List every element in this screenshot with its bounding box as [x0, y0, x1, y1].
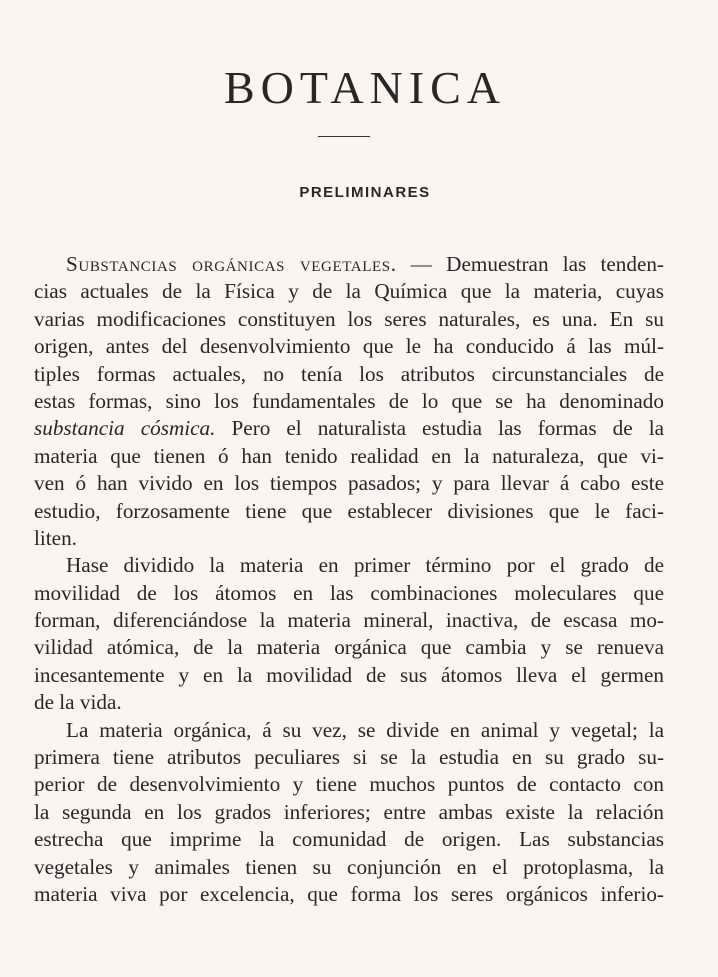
text-line [34, 251, 664, 278]
text-line: perior de desenvolvimiento y tiene muchos puntos de contacto con [34, 772, 664, 797]
text-line: incesantemente y en la movilidad de sus átomos lleva el germen [34, 662, 664, 687]
text-line: origen, antes del desenvolvimiento que le ha conducido á las múl- [34, 334, 664, 359]
text-line: liten. [34, 525, 77, 550]
text-line: movilidad de los átomos en las combinaciones moleculares que [34, 580, 664, 605]
text-run: — Demuestran las tenden- [396, 252, 664, 276]
text-line: la segunda en los grados inferiores; entre ambas existe la relación [34, 799, 664, 824]
run-in-heading: Substancias orgánicas vegetales. [66, 252, 397, 276]
page-title: BOTANICA [224, 62, 506, 113]
text-run: Pero el naturalista estudia las formas de la [215, 416, 664, 441]
text-line: tiples formas actuales, no tenía los atributos circunstanciales de [34, 361, 664, 386]
text-line: ven ó han vivido en los tiempos pasados; y para llevar á cabo este [34, 471, 664, 496]
text-line: Hase dividido la materia en primer término por el grado de [66, 553, 664, 578]
text-line: de la vida. [34, 690, 122, 715]
text-line: La materia orgánica, á su vez, se divide en animal y vegetal; la [66, 717, 664, 742]
italic-term: substancia cósmica. [34, 416, 216, 441]
text-line: vegetales y animales tienen su conjunción en el protoplasma, la [34, 854, 664, 879]
text-line: materia que tienen ó han tenido realidad en la naturaleza, que vi- [34, 443, 664, 468]
text-line: estudio, forzosamente tiene que establecer divisiones que le faci- [34, 498, 664, 523]
text-line: varias modificaciones constituyen los seres naturales, es una. En su [34, 306, 664, 331]
text-line: cias actuales de la Física y de la Química que la materia, cuyas [34, 279, 664, 304]
title-divider [318, 136, 370, 137]
text-line: estrecha que imprime la comunidad de origen. Las substancias [34, 827, 664, 852]
body-text [34, 251, 664, 908]
text-line: forman, diferenciándose la materia mineral, inactiva, de escasa mo- [34, 608, 664, 633]
text-line: primera tiene atributos peculiares si se la estudia en su grado su- [34, 745, 664, 770]
section-heading: PRELIMINARES [299, 184, 431, 201]
text-line: vilidad atómica, de la materia orgánica que cambia y se renueva [34, 635, 664, 660]
text-line: materia viva por excelencia, que forma los seres orgánicos inferio- [34, 881, 664, 906]
text-line [34, 415, 664, 442]
text-line: estas formas, sino los fundamentales de lo que se ha denominado [34, 388, 664, 413]
